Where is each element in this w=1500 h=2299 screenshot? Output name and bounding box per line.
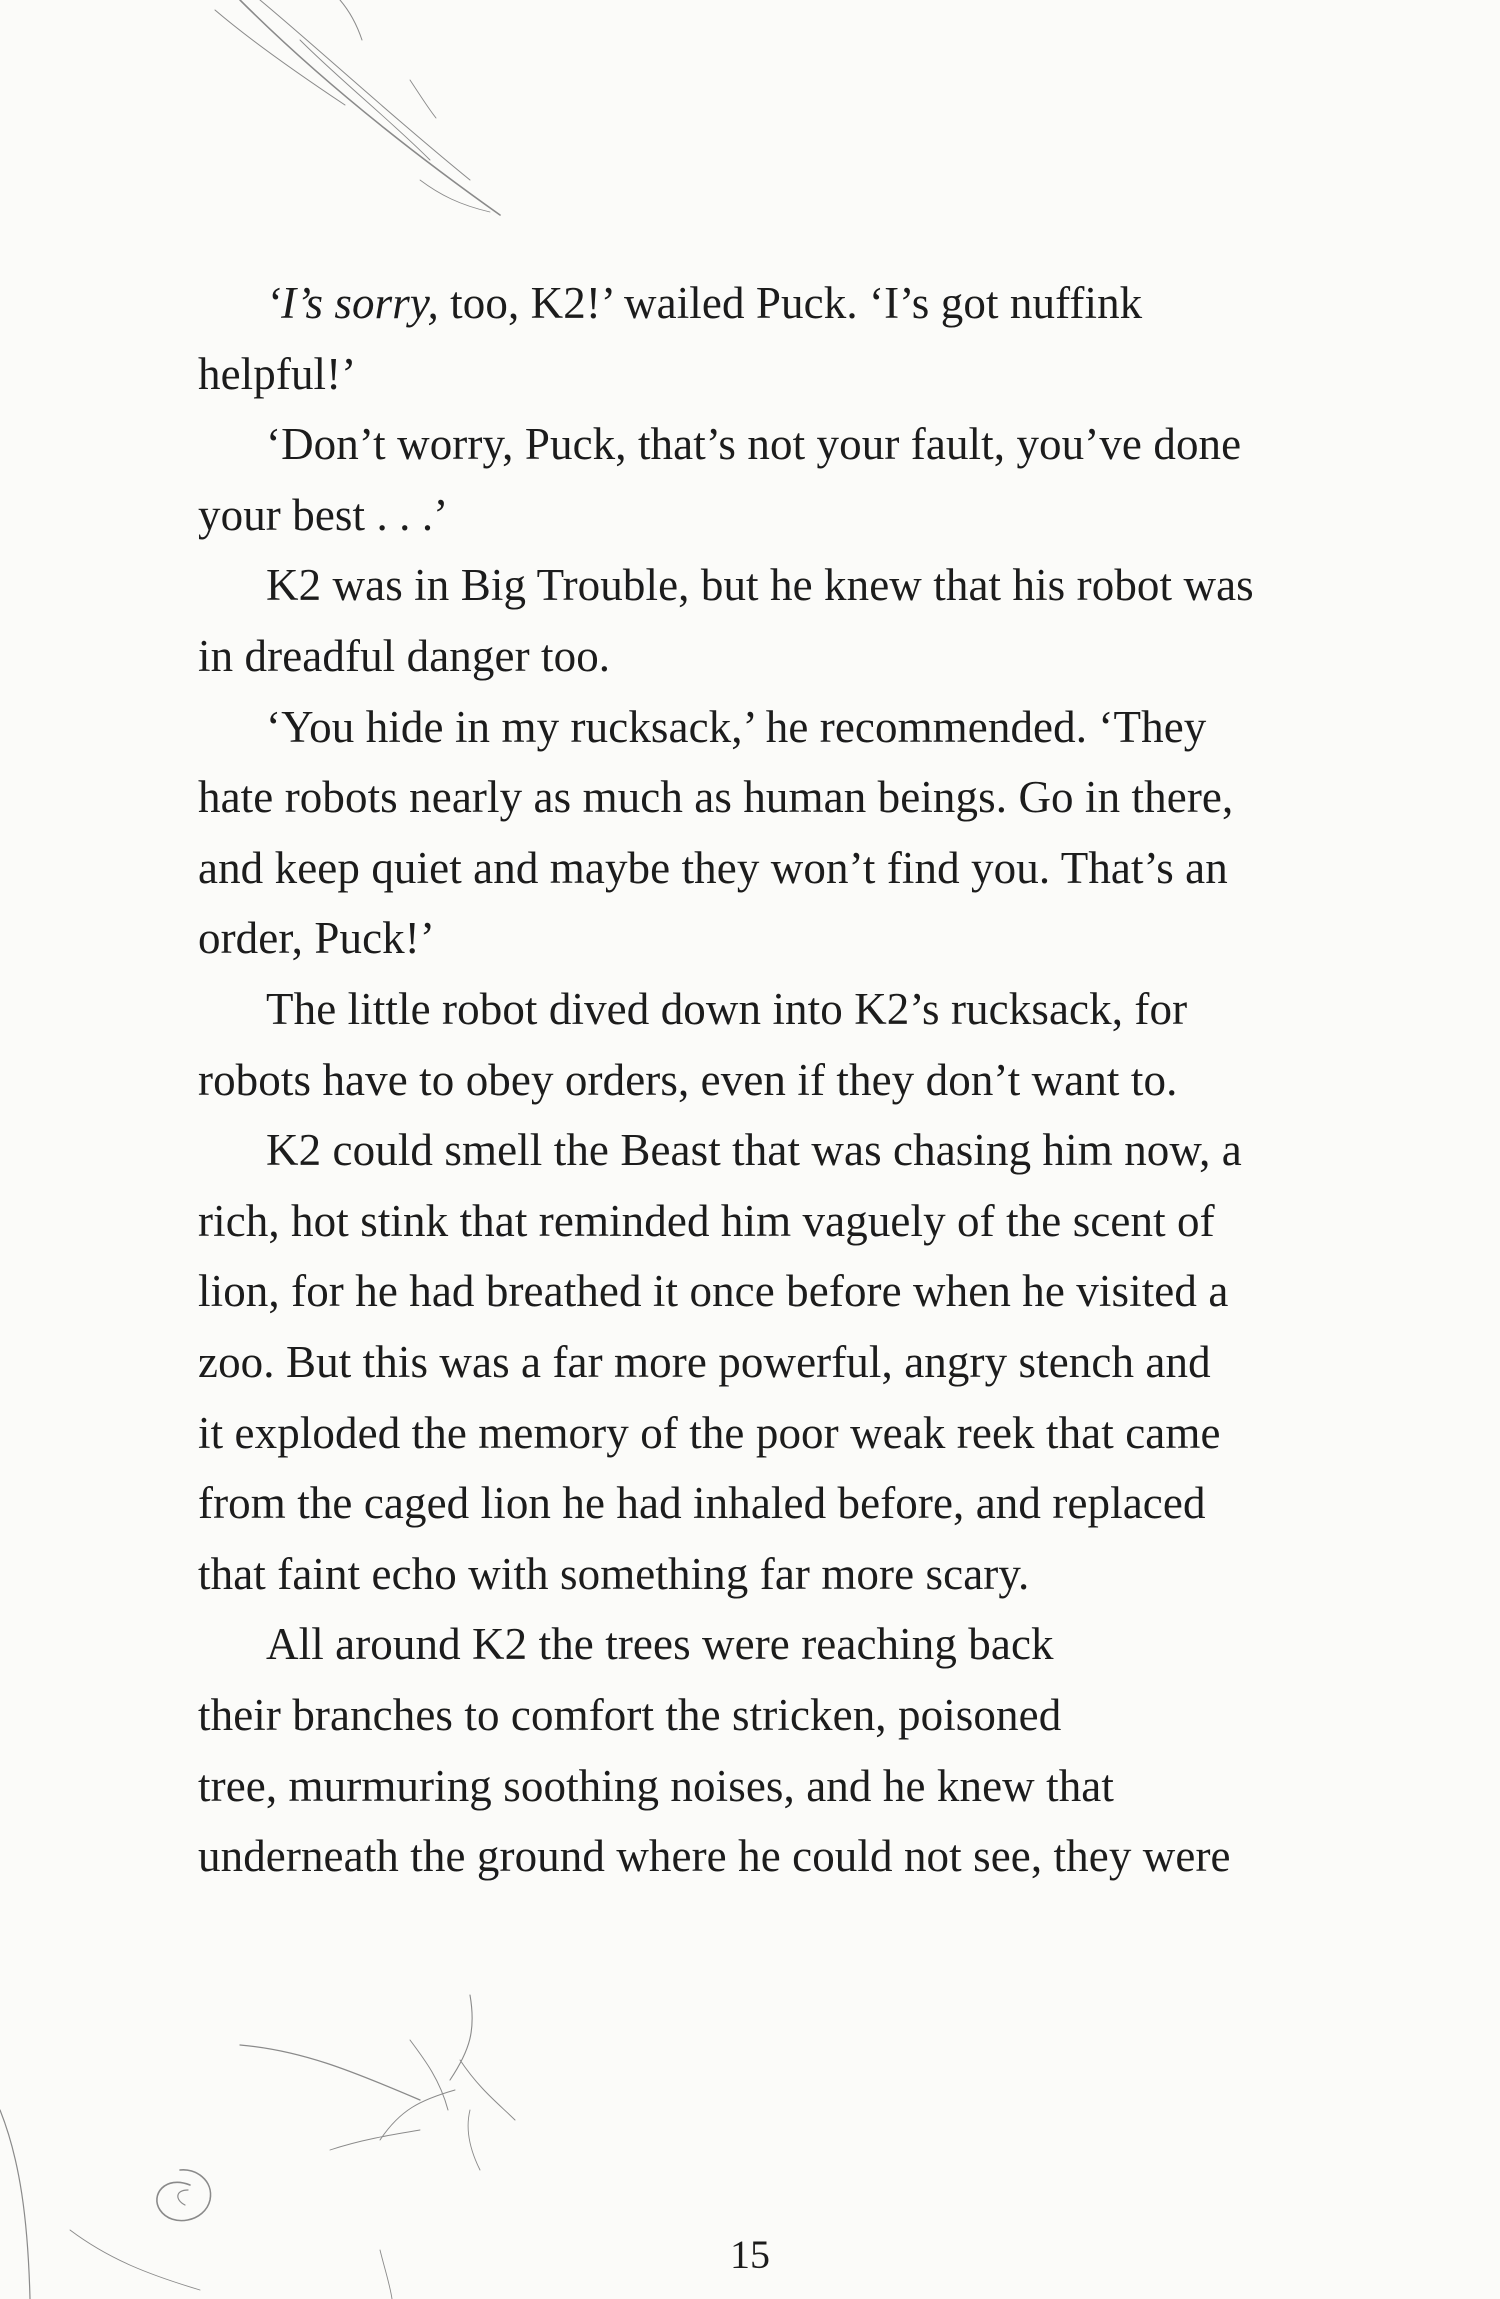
text-line: [198, 1549, 1029, 1599]
text-line: [266, 278, 1142, 328]
text-run: K2 could smell the Beast that was chasing him now, a: [266, 1125, 1242, 1176]
text-line: [198, 631, 610, 681]
text-run: lion, for he had breathed it once before when he visited a: [198, 1266, 1229, 1317]
text-line: [198, 1478, 1206, 1528]
text-line: [266, 1619, 1054, 1669]
text-line: [198, 349, 356, 399]
text-run: and keep quiet and maybe they won’t find you. That’s an: [198, 842, 1228, 893]
italic-text: ‘I’s sorry,: [266, 278, 439, 328]
text-run: ‘You hide in my rucksack,’ he recommended. ‘They: [266, 701, 1207, 752]
text-run: underneath the ground where he could not see, they were: [198, 1831, 1231, 1882]
text-run: hate robots nearly as much as human beings. Go in there,: [198, 772, 1234, 823]
text-line: [266, 419, 1241, 469]
text-line: [198, 1055, 1177, 1105]
text-run: that faint echo with something far more scary.: [198, 1548, 1030, 1599]
text-line: [266, 560, 1254, 610]
text-line: [198, 1831, 1231, 1881]
text-line: [198, 1761, 1114, 1811]
text-run: their branches to comfort the stricken, poisoned: [198, 1690, 1062, 1740]
text-line: [266, 702, 1206, 752]
text-run: robots have to obey orders, even if they don’t want to.: [198, 1054, 1178, 1105]
text-run: too, K2!’ wailed Puck. ‘I’s got nuffink: [438, 278, 1143, 328]
text-run: it exploded the memory of the poor weak reek that came: [198, 1407, 1221, 1458]
text-line: [266, 1125, 1242, 1175]
text-line: [198, 1196, 1215, 1246]
text-run: ‘Don’t worry, Puck, that’s not your fault, you’ve done: [266, 419, 1242, 470]
text-line: [198, 1266, 1228, 1316]
text-line: [198, 913, 435, 963]
text-run: All around K2 the trees were reaching back: [266, 1619, 1054, 1670]
text-run: helpful!’: [198, 348, 357, 399]
text-run: K2 was in Big Trouble, but he knew that his robot was: [266, 560, 1254, 611]
text-line: [198, 1408, 1221, 1458]
text-run: your best . . .’: [198, 489, 449, 540]
text-line: [266, 984, 1187, 1034]
text-run: tree, murmuring soothing noises, and he knew that: [198, 1760, 1114, 1811]
text-line: [198, 772, 1233, 822]
text-line: [198, 1690, 1061, 1740]
text-run: in dreadful danger too.: [198, 631, 611, 681]
text-run: from the caged lion he had inhaled before, and replaced: [198, 1478, 1206, 1529]
text-line: [198, 1337, 1211, 1387]
text-run: order, Puck!’: [198, 913, 435, 964]
text-line: [198, 843, 1228, 893]
text-run: rich, hot stink that reminded him vaguely of the scent of: [198, 1195, 1215, 1246]
text-run: zoo. But this was a far more powerful, angry stench and: [198, 1337, 1211, 1387]
text-line: [198, 490, 448, 540]
page-number: 15: [730, 2232, 770, 2277]
text-run: The little robot dived down into K2’s rucksack, for: [266, 984, 1188, 1034]
